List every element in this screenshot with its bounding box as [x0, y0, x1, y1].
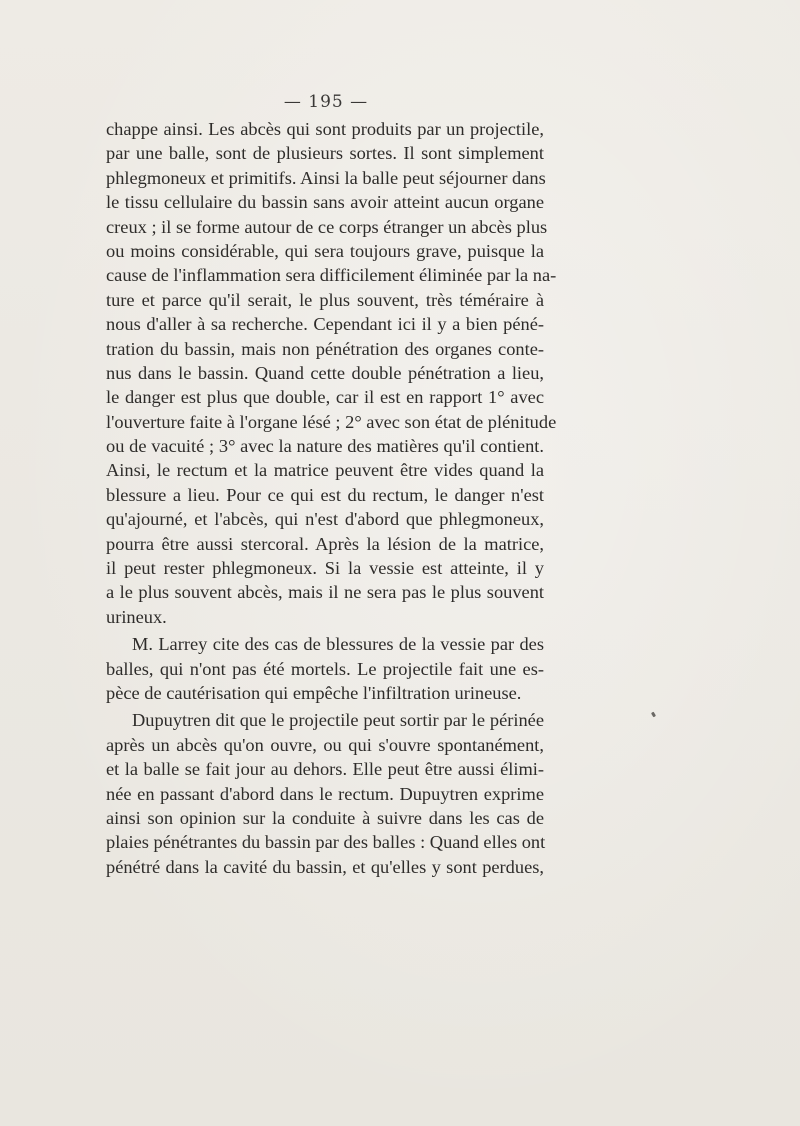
paragraph-1 [106, 117, 557, 629]
text-line: née en passant d'abord dans le rectum. Dupuytren exprime [106, 783, 544, 804]
text-line: balles, qui n'ont pas été mortels. Le projectile fait une es- [106, 658, 544, 679]
text-line: phlegmoneux et primitifs. Ainsi la balle peut séjourner dans [106, 167, 546, 188]
text-line: cause de l'inflammation sera difficilement éliminée par la na- [106, 265, 557, 286]
text-line: pourra être aussi stercoral. Après la lésion de la matrice, [106, 533, 544, 554]
text-line: Dupuytren dit que le projectile peut sortir par le périnée [132, 710, 544, 731]
paragraph-3 [106, 708, 544, 879]
text-line: pèce de cautérisation qui empêche l'infiltration urineuse. [106, 682, 522, 703]
text-line: M. Larrey cite des cas de blessures de la vessie par des [132, 634, 544, 655]
text-line: ou moins considérable, qui sera toujours grave, puisque la [106, 240, 544, 261]
text-line: après un abcès qu'on ouvre, ou qui s'ouvre spontanément, [106, 734, 544, 755]
text-line: ainsi son opinion sur la conduite à suivre dans les cas de [106, 807, 544, 828]
text-line: a le plus souvent abcès, mais il ne sera pas le plus souvent [106, 582, 544, 603]
text-line: nus dans le bassin. Quand cette double pénétration a lieu, [106, 362, 544, 383]
text-line: le danger est plus que double, car il est en rapport 1° avec [106, 387, 544, 408]
text-line: tration du bassin, mais non pénétration des organes conte- [106, 338, 544, 359]
text-line: pénétré dans la cavité du bassin, et qu'elles y sont perdues, [106, 856, 544, 877]
text-line: chappe ainsi. Les abcès qui sont produits par un projectile, [106, 119, 544, 139]
text-line: il peut rester phlegmoneux. Si la vessie est atteinte, il y [106, 558, 544, 579]
text-line: par une balle, sont de plusieurs sortes. Il sont simplement [106, 143, 544, 164]
text-line: plaies pénétrantes du bassin par des balles : Quand elles ont [106, 832, 546, 853]
text-line: creux ; il se forme autour de ce corps étranger un abcès plus [106, 216, 548, 237]
text-line: blessure a lieu. Pour ce qui est du rectum, le danger n'est [106, 484, 544, 505]
text-line: Ainsi, le rectum et la matrice peuvent être vides quand la [106, 460, 544, 481]
paper-speck [651, 712, 656, 718]
text-line: qu'ajourné, et l'abcès, qui n'est d'abord que phlegmoneux, [106, 509, 544, 530]
text-line: ture et parce qu'il serait, le plus souvent, très téméraire à [106, 289, 544, 310]
page-number: — 195 — [283, 92, 369, 112]
paragraph-2 [106, 632, 544, 705]
body-text [106, 117, 557, 879]
text-line: et la balle se fait jour au dehors. Elle peut être aussi élimi- [106, 759, 544, 780]
text-line: l'ouverture faite à l'organe lésé ; 2° avec son état de plénitude [106, 411, 557, 432]
text-line: nous d'aller à sa recherche. Cependant ici il y a bien péné- [106, 314, 544, 335]
text-line: ou de vacuité ; 3° avec la nature des matières qu'il contient. [106, 436, 544, 457]
text-line: urineux. [106, 606, 167, 627]
text-line: le tissu cellulaire du bassin sans avoir atteint aucun organe [106, 192, 544, 213]
